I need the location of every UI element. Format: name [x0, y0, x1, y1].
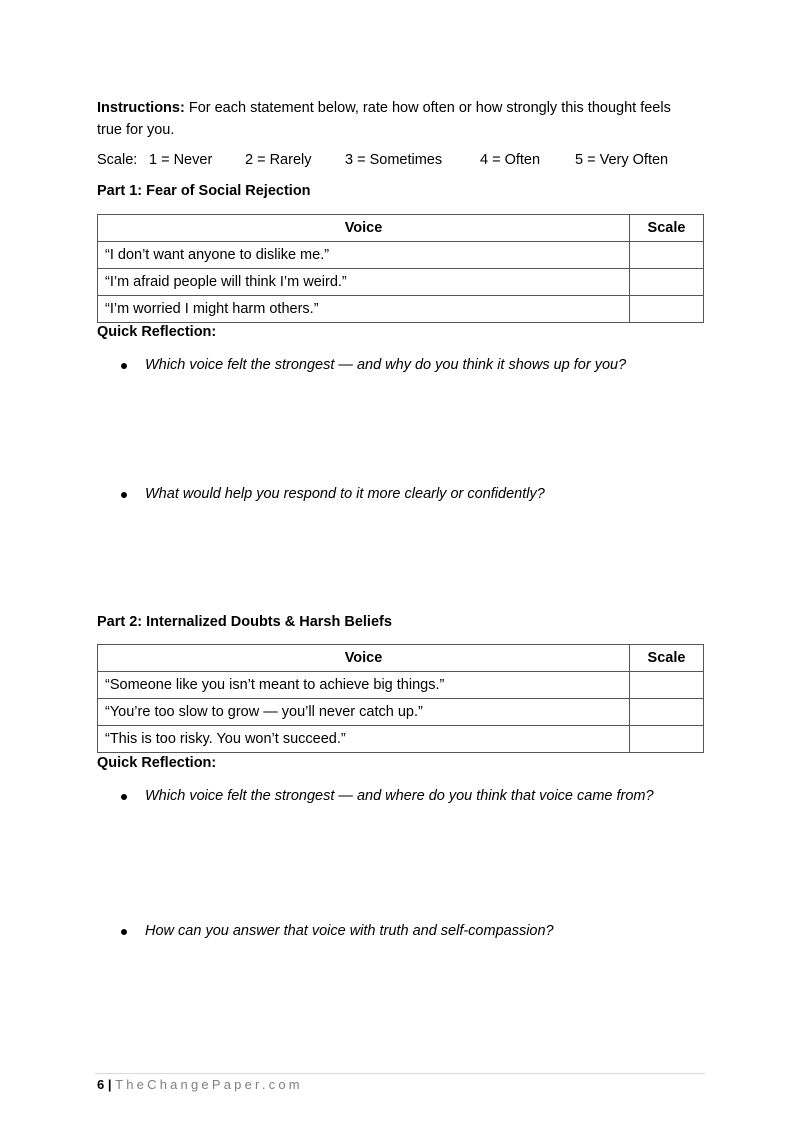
scale-cell[interactable]: [630, 726, 704, 753]
instructions: [97, 97, 697, 141]
table-row: [98, 699, 704, 726]
scale-cell[interactable]: [630, 269, 704, 296]
part-1-title: Part 1: Fear of Social Rejection: [97, 183, 311, 199]
table-row: [98, 726, 704, 753]
bullet-icon: [121, 363, 127, 369]
voice-header: Voice: [98, 645, 630, 672]
question-text: Which voice felt the strongest — and where do you think that voice came from?: [145, 788, 654, 804]
bullet-icon: [121, 794, 127, 800]
part-2-title: Part 2: Internalized Doubts & Harsh Beliefs: [97, 614, 392, 630]
page-footer: [97, 1077, 303, 1092]
scale-item-3: 3 = Sometimes: [345, 152, 443, 168]
instructions-label: Instructions:: [97, 100, 185, 116]
voice-cell: “This is too risky. You won’t succeed.”: [98, 726, 630, 753]
voice-cell: “I don’t want anyone to dislike me.”: [98, 242, 630, 269]
scale-cell[interactable]: [630, 672, 704, 699]
part-1-table: [97, 214, 704, 323]
footer-site: TheChangePaper.com: [115, 1077, 303, 1092]
part-1-reflection-title: Quick Reflection:: [97, 324, 217, 340]
footer-separator: |: [104, 1077, 116, 1092]
scale-item-4: 4 = Often: [480, 152, 541, 168]
scale-item-1: 1 = Never: [149, 152, 213, 168]
footer-divider: [95, 1073, 705, 1074]
table-row: [98, 242, 704, 269]
table-header-row: [98, 215, 704, 242]
table-row: [98, 672, 704, 699]
question-text: Which voice felt the strongest — and why do you think it shows up for you?: [145, 357, 627, 373]
voice-cell: “Someone like you isn’t meant to achieve big things.”: [98, 672, 630, 699]
bullet-icon: [121, 929, 127, 935]
scale-item-2: 2 = Rarely: [245, 152, 312, 168]
part-2-table: [97, 644, 704, 753]
scale-item-5: 5 = Very Often: [575, 152, 669, 168]
bullet-icon: [121, 492, 127, 498]
voice-cell: “I’m worried I might harm others.”: [98, 296, 630, 323]
table-header-row: [98, 645, 704, 672]
scale-cell[interactable]: [630, 296, 704, 323]
scale-cell[interactable]: [630, 242, 704, 269]
part-2-reflection-title: Quick Reflection:: [97, 755, 217, 771]
question-text: What would help you respond to it more clearly or confidently?: [145, 486, 545, 502]
instructions-text: For each statement below, rate how often or how strongly this thought feels true for you.: [97, 100, 671, 138]
voice-cell: “I’m afraid people will think I’m weird.”: [98, 269, 630, 296]
scale-header: Scale: [630, 215, 704, 242]
table-row: [98, 296, 704, 323]
scale-label: Scale:: [97, 152, 138, 168]
question-text: How can you answer that voice with truth and self-compassion?: [145, 923, 554, 939]
voice-header: Voice: [98, 215, 630, 242]
table-row: [98, 269, 704, 296]
scale-header: Scale: [630, 645, 704, 672]
voice-cell: “You’re too slow to grow — you’ll never catch up.”: [98, 699, 630, 726]
scale-cell[interactable]: [630, 699, 704, 726]
page-number: 6: [97, 1077, 105, 1092]
